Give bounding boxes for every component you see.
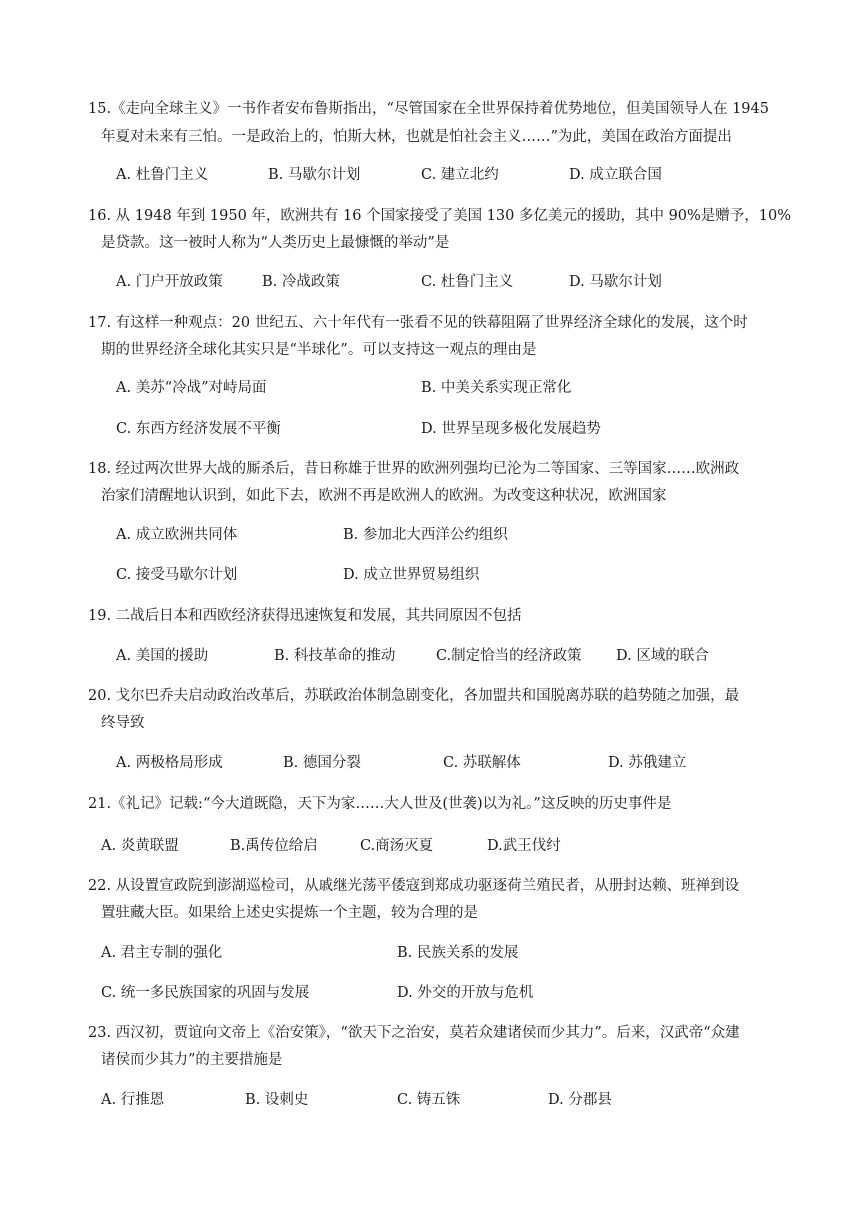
question-19-option-c[interactable]: C.制定恰当的经济政策 (436, 648, 582, 664)
question-19-option-d[interactable]: D. 区域的联合 (616, 648, 709, 664)
question-20-option-c[interactable]: C. 苏联解体 (443, 755, 521, 771)
question-23-option-a[interactable]: A. 行推恩 (101, 1092, 165, 1108)
question-20-line-2: 终导致 (101, 715, 145, 731)
question-19-option-b[interactable]: B. 科技革命的推动 (274, 648, 396, 664)
question-17-option-b[interactable]: B. 中美关系实现正常化 (421, 380, 572, 396)
question-17-option-c[interactable]: C. 东西方经济发展不平衡 (116, 421, 281, 437)
question-22-line-2: 置驻藏大臣。如果给上述史实提炼一个主题，较为合理的是 (101, 905, 478, 921)
question-16-option-a[interactable]: A. 门户开放政策 (116, 274, 223, 290)
question-18-line-1: 18. 经过两次世界大战的厮杀后，昔日称雄于世界的欧洲列强均已沦为二等国家、三等国家……欧洲政 (88, 461, 740, 477)
question-17-line-2: 期的世界经济全球化其实只是“半球化”。可以支持这一观点的理由是 (101, 342, 537, 358)
question-17-option-d[interactable]: D. 世界呈现多极化发展趋势 (421, 421, 601, 437)
question-16-option-d[interactable]: D. 马歇尔计划 (569, 274, 662, 290)
question-15-line-2: 年夏对未来有三怕。一是政治上的，怕斯大林，也就是怕社会主义……”为此，美国在政治方面提出 (101, 129, 732, 145)
question-15-option-c[interactable]: C. 建立北约 (421, 167, 499, 183)
question-20-option-a[interactable]: A. 两极格局形成 (116, 755, 223, 771)
question-21-option-c[interactable]: C.商汤灭夏 (360, 838, 434, 854)
question-18-line-2: 治家们清醒地认识到，如此下去，欧洲不再是欧洲人的欧洲。为改变这种状况，欧洲国家 (101, 488, 667, 504)
question-18-option-c[interactable]: C. 接受马歇尔计划 (116, 567, 238, 583)
question-21-line-1: 21.《礼记》记载:“今大道既隐，天下为家……大人世及(世袭)以为礼。”这反映的历史事件是 (88, 796, 672, 812)
question-23-line-1: 23. 西汉初，贾谊向文帝上《治安策》，“欲天下之治安，莫若众建诸侯而少其力”。后来，汉武帝“众建 (88, 1025, 740, 1041)
question-23-line-2: 诸侯而少其力”的主要措施是 (101, 1052, 283, 1068)
question-16-option-c[interactable]: C. 杜鲁门主义 (421, 274, 514, 290)
question-20-option-b[interactable]: B. 德国分裂 (283, 755, 361, 771)
question-21-option-d[interactable]: D.武王伐纣 (487, 838, 561, 854)
question-22-option-d[interactable]: D. 外交的开放与危机 (397, 985, 534, 1001)
question-15-option-d[interactable]: D. 成立联合国 (569, 167, 662, 183)
question-15-option-b[interactable]: B. 马歇尔计划 (268, 167, 361, 183)
question-18-option-a[interactable]: A. 成立欧洲共同体 (116, 527, 238, 543)
question-18-option-b[interactable]: B. 参加北大西洋公约组织 (343, 527, 508, 543)
question-23-option-b[interactable]: B. 设刺史 (245, 1092, 309, 1108)
question-16-line-2: 是贷款。这一被时人称为“人类历史上最慷慨的举动”是 (101, 235, 450, 251)
question-19-option-a[interactable]: A. 美国的援助 (116, 648, 209, 664)
question-22-option-a[interactable]: A. 君主专制的强化 (101, 945, 223, 961)
question-23-option-c[interactable]: C. 铸五铢 (397, 1092, 461, 1108)
question-22-line-1: 22. 从设置宣政院到澎湖巡检司，从戚继光荡平倭寇到郑成功驱逐荷兰殖民者，从册封达赖、班禅到设 (88, 878, 740, 894)
question-15-line-1: 15.《走向全球主义》一书作者安布鲁斯指出，“尽管国家在全世界保持着优势地位，但美国领导人在 1945 (88, 101, 769, 117)
question-16-option-b[interactable]: B. 冷战政策 (262, 274, 340, 290)
question-21-option-a[interactable]: A. 炎黄联盟 (101, 838, 179, 854)
question-21-option-b[interactable]: B.禹传位给启 (230, 838, 318, 854)
question-17-option-a[interactable]: A. 美苏“冷战”对峙局面 (116, 380, 267, 396)
question-15-option-a[interactable]: A. 杜鲁门主义 (116, 167, 209, 183)
question-18-option-d[interactable]: D. 成立世界贸易组织 (343, 567, 480, 583)
question-16-line-1: 16. 从 1948 年到 1950 年，欧洲共有 16 个国家接受了美国 130 多亿美元的援助，其中 90%是赠予，10% (88, 208, 792, 224)
question-20-line-1: 20. 戈尔巴乔夫启动政治改革后，苏联政治体制急剧变化，各加盟共和国脱离苏联的趋势随之加强，最 (88, 688, 740, 704)
question-23-option-d[interactable]: D. 分郡县 (548, 1092, 612, 1108)
question-22-option-b[interactable]: B. 民族关系的发展 (397, 945, 519, 961)
question-20-option-d[interactable]: D. 苏俄建立 (608, 755, 687, 771)
question-17-line-1: 17. 有这样一种观点：20 世纪五、六十年代有一张看不见的铁幕阻隔了世界经济全球化的发展，这个时 (88, 315, 748, 331)
question-19-line-1: 19. 二战后日本和西欧经济获得迅速恢复和发展，其共同原因不包括 (88, 608, 522, 624)
question-22-option-c[interactable]: C. 统一多民族国家的巩固与发展 (101, 985, 310, 1001)
